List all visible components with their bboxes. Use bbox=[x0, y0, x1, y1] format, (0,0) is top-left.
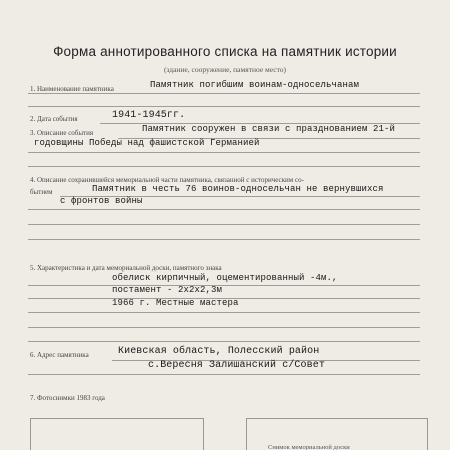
rule-line bbox=[28, 209, 420, 210]
photo-box-left bbox=[30, 418, 204, 450]
rule-line bbox=[28, 166, 420, 167]
rule-line bbox=[28, 152, 420, 153]
rule-line bbox=[28, 285, 420, 286]
photo-box-right-label: Снимок мемориальной доски bbox=[268, 444, 350, 450]
field-name-label: 1. Наименование памятника bbox=[30, 85, 114, 93]
field-memorial-value-2: с фронтов войны bbox=[60, 196, 143, 206]
rule-line bbox=[28, 239, 420, 240]
field-date-value: 1941-1945гг. bbox=[112, 110, 186, 121]
field-event-value-2: годовщины Победы над фашистской Германией bbox=[34, 138, 260, 148]
field-plaque-value-2: постамент - 2х2х2,3м bbox=[112, 285, 223, 295]
form-title: Форма аннотированного списка на памятник истории bbox=[53, 44, 397, 59]
field-photos-label: 7. Фотоснимки 1983 года bbox=[30, 394, 105, 402]
rule-line bbox=[28, 224, 420, 225]
field-name-value: Памятник погибшим воинам-односельчанам bbox=[150, 80, 360, 90]
field-address-value-1: Киевская область, Полесский район bbox=[118, 346, 320, 357]
field-plaque-label: 5. Характеристика и дата мемориальной доски, памятного знака bbox=[30, 264, 222, 272]
field-event-value-1: Памятник сооружен в связи с празднованием 21-й bbox=[142, 124, 396, 134]
rule-line bbox=[28, 312, 420, 313]
rule-line bbox=[28, 341, 420, 342]
field-event-label: 3. Описание события bbox=[30, 129, 94, 137]
field-memorial-label-1: 4. Описание сохранившейся мемориальной части памятника, связанной с историческим со- bbox=[30, 176, 304, 184]
rule-line bbox=[28, 327, 420, 328]
rule-line bbox=[28, 374, 420, 375]
rule-line bbox=[28, 93, 420, 94]
field-memorial-label-2: бытием bbox=[30, 188, 53, 196]
form-subtitle: (здание, сооружение, памятное место) bbox=[163, 65, 287, 74]
field-plaque-value-1: обелиск кирпичный, оцементированный -4м., bbox=[112, 273, 338, 283]
field-address-value-2: с.Вересня Залишанский с/Совет bbox=[148, 360, 325, 371]
rule-line bbox=[28, 106, 420, 107]
field-address-label: 6. Адрес памятника bbox=[30, 351, 89, 359]
field-plaque-value-3: 1966 г. Местные мастера bbox=[112, 298, 239, 308]
field-date-label: 2. Дата события bbox=[30, 115, 78, 123]
field-memorial-value-1: Памятник в честь 76 воинов-односельчан не вернувшихся bbox=[92, 184, 384, 194]
